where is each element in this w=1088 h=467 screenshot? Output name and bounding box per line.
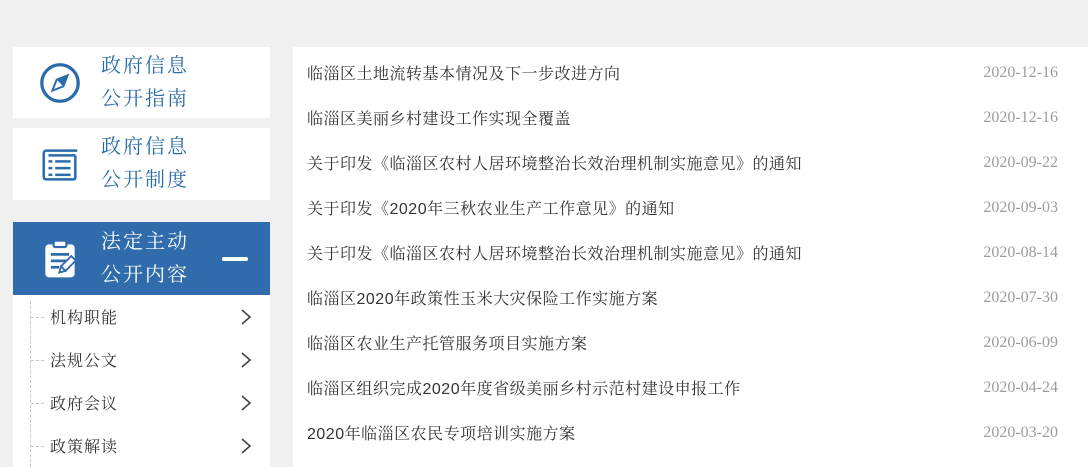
sidebar-subnav (13, 295, 270, 467)
article-title[interactable]: 临淄区美丽乡村建设工作实现全覆盖 (307, 111, 572, 128)
tree-connector (31, 446, 44, 447)
article-title[interactable]: 临淄区组织完成2020年度省级美丽乡村示范村建设申报工作 (307, 381, 741, 398)
article-date: 2020-03-20 (983, 423, 1058, 441)
article-date: 2020-12-16 (983, 108, 1058, 126)
article-date: 2020-12-16 (983, 63, 1058, 81)
chevron-right-icon (240, 307, 252, 327)
article-row[interactable] (293, 320, 1088, 365)
article-title[interactable]: 关于印发《临淄区农村人居环境整治长效治理机制实施意见》的通知 (307, 156, 803, 173)
article-title[interactable]: 2020年临淄区农民专项培训实施方案 (307, 426, 576, 443)
article-title[interactable]: 临淄区2020年政策性玉米大灾保险工作实施方案 (307, 291, 659, 308)
tree-connector (31, 360, 44, 361)
chevron-right-icon (240, 436, 252, 456)
tree-connector (31, 403, 44, 404)
article-title[interactable]: 关于印发《临淄区农村人居环境整治长效治理机制实施意见》的通知 (307, 246, 803, 263)
article-date: 2020-04-24 (983, 378, 1058, 396)
sidebar-item-label: 法定主动 公开内容 (101, 230, 189, 286)
article-date: 2020-07-30 (983, 288, 1058, 306)
chevron-right-icon (240, 350, 252, 370)
article-date: 2020-09-03 (983, 198, 1058, 216)
article-date: 2020-08-14 (983, 243, 1058, 261)
article-row[interactable] (293, 365, 1088, 410)
subnav-item-label: 政策解读 (50, 439, 119, 456)
sidebar-subnav-item[interactable] (13, 338, 270, 381)
sidebar-item-label: 政府信息 公开制度 (101, 136, 189, 191)
sidebar (13, 47, 270, 467)
subnav-item-label: 机构职能 (50, 310, 119, 327)
clipboard-pencil-icon (37, 236, 83, 282)
sidebar-subnav-item[interactable] (13, 295, 270, 338)
article-title[interactable]: 临淄区土地流转基本情况及下一步改进方向 (307, 66, 621, 83)
article-row[interactable] (293, 410, 1088, 455)
sidebar-subnav-item[interactable] (13, 424, 270, 467)
article-row[interactable] (293, 50, 1088, 95)
article-row[interactable] (293, 140, 1088, 185)
sidebar-item-system[interactable] (13, 128, 270, 200)
sidebar-item-label: 政府信息 公开指南 (101, 54, 189, 110)
sidebar-subnav-item[interactable] (13, 381, 270, 424)
subnav-item-label: 政府会议 (50, 396, 119, 413)
article-list (293, 47, 1088, 467)
sidebar-item-statutory-active[interactable] (13, 222, 270, 295)
article-row[interactable] (293, 185, 1088, 230)
article-row[interactable] (293, 275, 1088, 320)
article-row[interactable] (293, 230, 1088, 275)
ledger-icon (37, 141, 83, 187)
chevron-right-icon (240, 393, 252, 413)
compass-icon (37, 60, 83, 106)
article-date: 2020-06-09 (983, 333, 1058, 351)
article-row[interactable] (293, 95, 1088, 140)
sidebar-item-guide[interactable] (13, 47, 270, 118)
subnav-item-label: 法规公文 (50, 353, 119, 370)
article-title[interactable]: 关于印发《2020年三秋农业生产工作意见》的通知 (307, 201, 675, 218)
minus-icon[interactable] (222, 257, 248, 261)
article-date: 2020-09-22 (983, 153, 1058, 171)
article-title[interactable]: 临淄区农业生产托管服务项目实施方案 (307, 336, 588, 353)
tree-connector (31, 317, 44, 318)
